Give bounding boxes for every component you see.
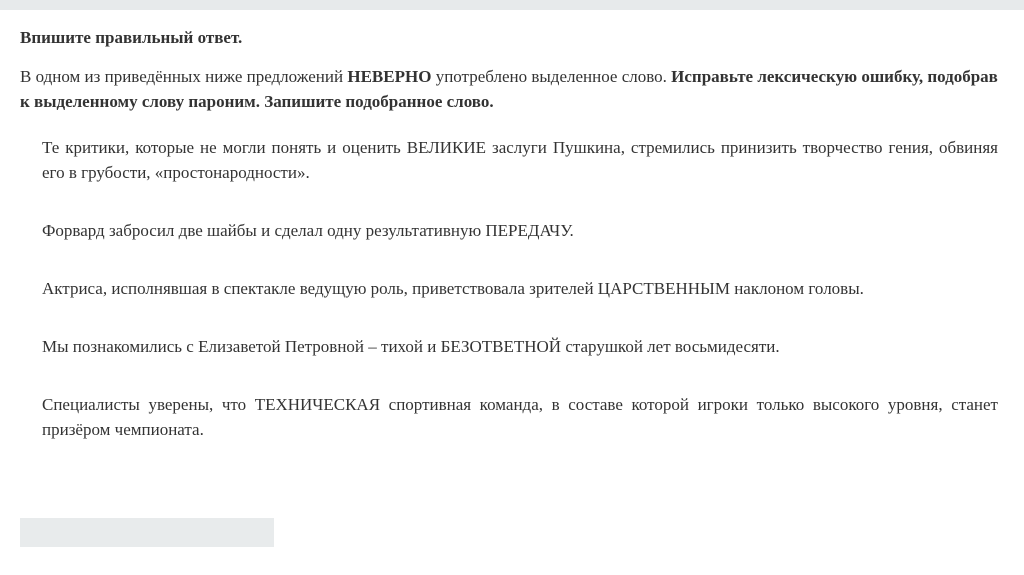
- answer-input[interactable]: [20, 518, 274, 547]
- sentence-item: Мы познакомились с Елизаветой Петровной – тихой и БЕЗОТВЕТНОЙ старушкой лет восьмидесяти.: [42, 337, 780, 356]
- task-bold-line1: Исправьте лексическую ошибку, подобрав: [671, 67, 998, 86]
- top-bar: [0, 0, 1024, 10]
- question-content: [20, 10, 1002, 475]
- sentence-item: Актриса, исполнявшая в спектакле ведущую роль, приветствовала зрителей ЦАРСТВЕННЫМ наклоном головы.: [42, 279, 864, 298]
- task-emphasis: НЕВЕРНО: [347, 67, 432, 86]
- sentence-list: [42, 135, 998, 442]
- question-instruction: Впишите правильный ответ.: [20, 28, 243, 47]
- task-bold-line2: к выделенному слову пароним. Запишите подобранное слово.: [20, 92, 494, 111]
- task-text-part2: употреблено выделенное слово.: [431, 67, 672, 86]
- sentence-item: Те критики, которые не могли понять и оценить ВЕЛИКИЕ заслуги Пушкина, стремились принизить творчество гения, обвиняя его в грубости, «простонародности».: [42, 138, 998, 182]
- task-text-part1: В одном из приведённых ниже предложений: [20, 67, 348, 86]
- sentence-item: Форвард забросил две шайбы и сделал одну результативную ПЕРЕДАЧУ.: [42, 221, 574, 240]
- sentence-item: Специалисты уверены, что ТЕХНИЧЕСКАЯ спортивная команда, в составе которой игроки только высокого уровня, станет призёром чемпионата.: [42, 395, 998, 439]
- task-text: [20, 64, 1002, 114]
